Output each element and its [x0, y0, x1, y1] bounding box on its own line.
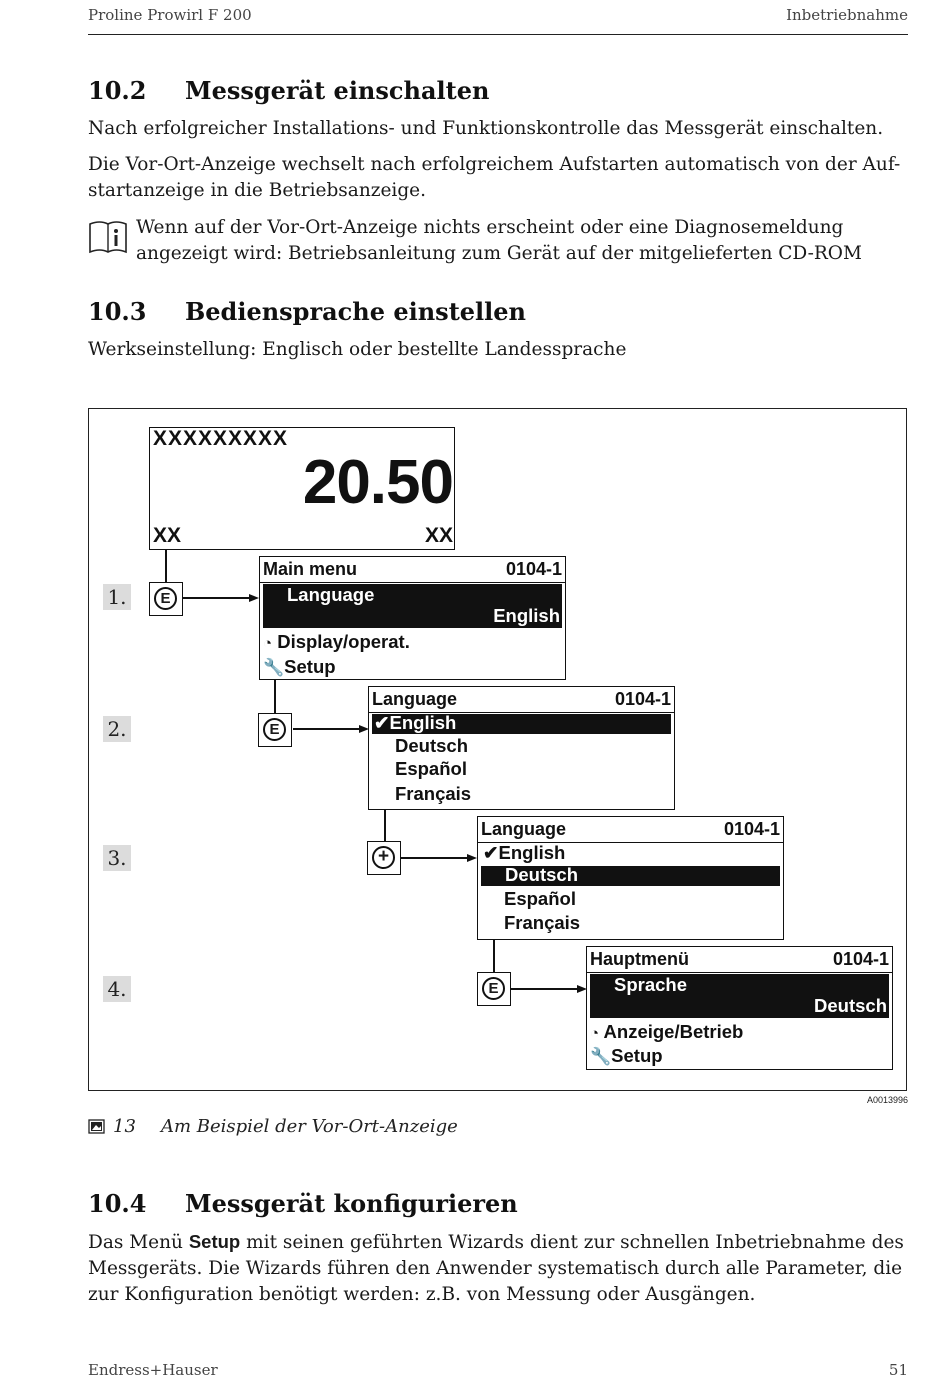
language-screen — [477, 816, 784, 940]
connector — [384, 810, 386, 841]
language-option: Deutsch — [505, 864, 578, 885]
section-heading-10-3: 10.3 Bediensprache einstellen — [88, 297, 527, 326]
connector — [511, 988, 577, 990]
caption-number: 13 — [113, 1116, 136, 1137]
display-header: XXXXXXXXX — [153, 427, 289, 450]
language-option: Français — [504, 912, 581, 933]
language-screen — [368, 686, 675, 810]
wrench-icon: 🔧 — [263, 658, 285, 677]
check-icon: ✔ — [374, 712, 390, 733]
display-value: 20.50 — [302, 448, 453, 517]
menu-item-setup: 🔧Setup — [263, 656, 336, 677]
connector — [293, 728, 359, 730]
menu-item-setup: 🔧Setup — [590, 1045, 663, 1066]
header-divider — [88, 34, 908, 35]
connector — [183, 597, 249, 599]
enter-key-icon: E — [149, 582, 183, 616]
check-icon: ✔ — [483, 842, 499, 863]
gauge-icon: ◔ — [263, 635, 273, 652]
paragraph: Werkseinstellung: Englisch oder bestellte Landessprache — [88, 339, 627, 360]
screen-title-bar: Hauptmenü 0104-1 — [587, 947, 892, 973]
language-option: Español — [395, 758, 467, 779]
section-heading-10-2: 10.2 Messgerät einschalten — [88, 76, 490, 105]
paragraph: Die Vor-Ort-Anzeige wechselt nach erfolgreichem Aufstarten automatisch von der Auf- startanzeige in die Betriebsanzeige. — [88, 154, 901, 201]
step-label-1: 1. — [103, 584, 131, 610]
display-unit-right: XX — [424, 524, 453, 547]
language-option: Español — [504, 888, 576, 909]
paragraph: Das Menü Setup mit seinen geführten Wizards dient zur schnellen Inbetriebnahme des Messgeräts. Die Wizards führen den Anwender systematisch durch alle Parameter, die zur Konfiguration benötigt werden: z.B. von Messung oder Ausgängen. — [88, 1231, 904, 1305]
enter-key-icon: E — [477, 972, 511, 1006]
connector — [493, 940, 495, 972]
operational-display — [149, 427, 455, 550]
menu-item-display: ◔ Display/operat. — [263, 631, 410, 652]
selected-item-bar: Sprache Deutsch — [590, 974, 889, 1018]
paragraph: Nach erfolgreicher Installations- und Funktionskontrolle das Messgerät einschalten. — [88, 118, 884, 139]
menu-item-display: ◔ Anzeige/Betrieb — [590, 1021, 744, 1042]
section-heading-10-4: 10.4 Messgerät konfigurieren — [88, 1189, 518, 1218]
connector — [274, 680, 276, 713]
selected-item-bar — [372, 714, 671, 734]
figure-icon — [88, 1119, 105, 1134]
step-label-3: 3. — [103, 845, 131, 871]
gauge-icon: ◔ — [590, 1025, 600, 1042]
connector — [401, 857, 467, 859]
screen-title-bar: Language 0104-1 — [478, 817, 783, 843]
selected-item-bar — [481, 866, 780, 886]
manual-info-icon — [88, 218, 128, 256]
figure-caption: Am Beispiel der Vor-Ort-Anzeige — [161, 1116, 458, 1137]
wrench-icon: 🔧 — [590, 1047, 612, 1066]
language-option: ✔English — [483, 842, 566, 863]
hauptmenu-screen — [586, 946, 893, 1070]
plus-key-icon: + — [367, 841, 401, 875]
enter-key-icon: E — [258, 713, 292, 747]
page-number: 51 — [888, 1361, 908, 1379]
header-chapter: Inbetriebnahme — [786, 6, 908, 24]
header-document-title: Proline Prowirl F 200 — [88, 6, 252, 24]
arrow-icon — [467, 854, 477, 862]
main-menu-screen — [259, 556, 566, 680]
figure-frame — [88, 408, 907, 1091]
screen-title-bar: Language 0104-1 — [369, 687, 674, 713]
connector — [165, 550, 167, 582]
language-option: Français — [395, 783, 472, 804]
step-label-2: 2. — [103, 716, 131, 742]
note-text: Wenn auf der Vor-Ort-Anzeige nichts erscheint oder eine Diagnosemeldung angezeigt wird: Betriebsanleitung zum Gerät auf der mitgelieferten CD-ROM — [136, 217, 862, 264]
display-unit-left: XX — [153, 524, 182, 547]
language-option: English — [389, 712, 457, 733]
screen-title-bar: Main menu 0104-1 — [260, 557, 565, 583]
selected-item-bar: Language English — [263, 584, 562, 628]
arrow-icon — [249, 594, 259, 602]
step-label-4: 4. — [103, 976, 131, 1002]
figure-id: A0013996 — [866, 1095, 908, 1105]
language-option: Deutsch — [395, 735, 468, 756]
footer-brand: Endress+Hauser — [88, 1361, 218, 1379]
